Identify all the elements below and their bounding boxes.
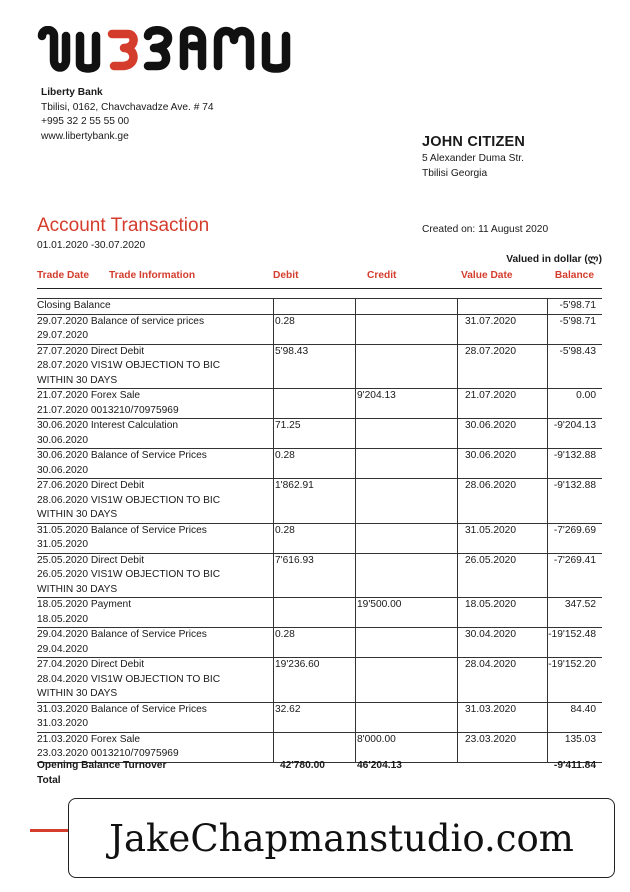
table-row	[37, 448, 602, 478]
balance-cell: -7'269.69	[553, 524, 596, 536]
trade-info-cell	[37, 419, 272, 448]
column-divider	[273, 389, 274, 418]
header-trade-date: Trade Date	[37, 270, 90, 281]
trade-info-line: 30.06.2020 Balance of Service Prices	[37, 450, 207, 461]
trade-info-line: 27.07.2020 Direct Debit	[37, 345, 145, 357]
table-row	[37, 627, 602, 657]
column-divider	[547, 299, 548, 314]
value-date-cell: 30.06.2020	[465, 420, 516, 431]
trade-info-line: 26.05.2020 VIS1W OBJECTION TO BIC	[37, 569, 221, 580]
footer-accent-line	[30, 829, 72, 832]
trade-info-cell	[37, 449, 272, 478]
debit-cell: 7'616.93	[275, 554, 314, 566]
column-divider	[457, 315, 458, 344]
currency-note: Valued in dollar (ლ)	[506, 254, 602, 265]
created-on: Created on: 11 August 2020	[422, 224, 549, 235]
balance-cell: -5'98.43	[559, 345, 596, 357]
bank-address: Tbilisi, 0162, Chavchavadze Ave. # 74	[41, 101, 214, 113]
value-date-cell: 23.03.2020	[465, 733, 516, 745]
trade-info-line: 31.05.2020 Balance of Service Prices	[37, 524, 207, 536]
trade-info-line: WITHIN 30 DAYS	[37, 583, 118, 595]
totals-label-total: Total	[37, 775, 61, 786]
trade-info-cell	[37, 299, 272, 314]
balance-cell: 135.03	[564, 733, 596, 745]
balance-cell: -7'269.41	[553, 554, 596, 566]
customer-details	[422, 132, 525, 181]
table-row	[37, 344, 602, 389]
column-divider	[547, 419, 548, 448]
column-divider	[273, 419, 274, 448]
balance-cell: -19'152.48	[548, 629, 596, 640]
column-divider	[273, 315, 274, 344]
column-divider	[355, 703, 356, 732]
column-divider	[547, 658, 548, 702]
column-divider	[457, 658, 458, 702]
column-divider	[547, 345, 548, 389]
credit-cell: 9'204.13	[357, 390, 396, 401]
table-row	[37, 523, 602, 553]
trade-info-line: 21.07.2020 0013210/70975969	[37, 404, 179, 416]
table-row	[37, 553, 602, 598]
column-divider	[355, 658, 356, 702]
balance-cell: -19'152.20	[548, 659, 596, 670]
debit-cell: 5'98.43	[275, 345, 309, 357]
trade-info-line: 29.04.2020	[37, 643, 88, 655]
totals-debit: 42'780.00	[280, 760, 325, 771]
table-row	[37, 388, 602, 418]
trade-info-line: 28.04.2020 VIS1W OBJECTION TO BIC	[37, 673, 221, 685]
trade-info-line: 23.03.2020 0013210/70975969	[37, 748, 179, 759]
balance-cell: -9'132.88	[553, 450, 596, 461]
trade-info-line: 29.07.2020 Balance of service prices	[37, 315, 205, 327]
column-divider	[355, 419, 356, 448]
column-divider	[457, 479, 458, 523]
table-row	[37, 418, 602, 448]
trade-info-line: 28.07.2020 VIS1W OBJECTION TO BIC	[37, 360, 221, 371]
balance-cell: 347.52	[564, 599, 596, 610]
value-date-cell: 28.07.2020	[465, 345, 516, 357]
column-divider	[457, 389, 458, 418]
debit-cell: 32.62	[275, 703, 301, 715]
balance-cell: -5'98.71	[559, 300, 596, 311]
bank-logo	[36, 18, 301, 74]
column-divider	[457, 345, 458, 389]
customer-name: JOHN CITIZEN	[422, 134, 526, 150]
debit-cell: 1'862.91	[275, 480, 314, 491]
column-divider	[457, 299, 458, 314]
column-divider	[355, 389, 356, 418]
column-divider	[547, 524, 548, 553]
debit-cell: 0.28	[275, 524, 295, 536]
header-credit: Credit	[367, 270, 397, 281]
header-debit: Debit	[273, 270, 299, 281]
column-divider	[355, 554, 356, 598]
table-row	[37, 597, 602, 627]
trade-info-cell	[37, 315, 272, 344]
value-date-cell: 31.07.2020	[465, 315, 516, 327]
column-divider	[355, 479, 356, 523]
table-row	[37, 298, 602, 314]
value-date-cell: 21.07.2020	[465, 390, 516, 401]
trade-info-line: 31.03.2020	[37, 718, 88, 729]
trade-info-line: WITHIN 30 DAYS	[37, 688, 118, 699]
trade-info-line: WITHIN 30 DAYS	[37, 509, 118, 520]
balance-cell: -5'98.71	[559, 315, 596, 327]
column-divider	[355, 524, 356, 553]
column-divider	[355, 299, 356, 314]
credit-cell: 8'000.00	[357, 733, 396, 745]
watermark-text: JakeChapmanstudio.com	[109, 816, 574, 860]
column-divider	[457, 524, 458, 553]
column-divider	[355, 628, 356, 657]
customer-address-line2: Tbilisi Georgia	[422, 167, 488, 179]
table-row	[37, 478, 602, 523]
trade-info-line: Closing Balance	[37, 300, 111, 311]
trade-info-cell	[37, 628, 272, 657]
trade-info-cell	[37, 554, 272, 598]
column-divider	[273, 524, 274, 553]
column-divider	[273, 479, 274, 523]
column-divider	[547, 598, 548, 627]
header-balance: Balance	[554, 270, 594, 281]
value-date-cell: 30.06.2020	[465, 450, 516, 461]
column-divider	[355, 449, 356, 478]
trade-info-line: 30.06.2020	[37, 464, 88, 476]
column-divider	[355, 345, 356, 389]
column-divider	[355, 598, 356, 627]
column-divider	[457, 628, 458, 657]
column-divider	[547, 479, 548, 523]
column-divider	[273, 449, 274, 478]
value-date-cell: 31.05.2020	[465, 524, 516, 536]
trade-info-line: 18.05.2020 Payment	[37, 599, 132, 610]
trade-info-cell	[37, 389, 272, 418]
column-divider	[547, 389, 548, 418]
column-divider	[273, 658, 274, 702]
trade-info-cell	[37, 703, 272, 732]
balance-cell: 0.00	[576, 390, 596, 401]
balance-cell: -9'204.13	[553, 420, 596, 431]
column-divider	[547, 554, 548, 598]
column-divider	[457, 703, 458, 732]
column-divider	[457, 419, 458, 448]
value-date-cell: 30.04.2020	[465, 629, 516, 640]
trade-info-line: 31.05.2020	[37, 539, 88, 550]
trade-info-line: 30.06.2020 Interest Calculation	[37, 420, 179, 431]
table-row	[37, 702, 602, 732]
bank-details	[41, 86, 214, 144]
debit-cell: 71.25	[275, 420, 301, 431]
column-divider	[457, 449, 458, 478]
column-divider	[457, 598, 458, 627]
value-date-cell: 28.06.2020	[465, 480, 516, 491]
value-date-cell: 26.05.2020	[465, 554, 516, 566]
column-divider	[457, 554, 458, 598]
trade-info-line: 29.07.2020	[37, 330, 88, 341]
trade-info-line: WITHIN 30 DAYS	[37, 374, 118, 386]
bank-name: Liberty Bank	[41, 87, 103, 98]
trade-info-line: 31.03.2020 Balance of Service Prices	[37, 703, 207, 715]
totals-row	[37, 758, 602, 788]
bank-website: www.libertybank.ge	[41, 130, 129, 142]
customer-address-line1: 5 Alexander Duma Str.	[422, 153, 524, 164]
trade-info-line: 29.04.2020 Balance of Service Prices	[37, 629, 207, 640]
column-divider	[273, 345, 274, 389]
table-header	[37, 269, 602, 287]
bank-phone: +995 32 2 55 55 00	[41, 116, 130, 127]
balance-cell: 84.40	[570, 703, 596, 715]
value-date-cell: 31.03.2020	[465, 703, 516, 715]
column-divider	[273, 703, 274, 732]
trade-info-line: 25.05.2020 Direct Debit	[37, 554, 145, 566]
debit-cell: 19'236.60	[275, 659, 320, 670]
column-divider	[273, 598, 274, 627]
header-divider	[37, 288, 602, 289]
column-divider	[273, 299, 274, 314]
watermark-box	[68, 798, 615, 878]
column-divider	[273, 554, 274, 598]
trade-info-line: 30.06.2020	[37, 434, 88, 446]
trade-info-cell	[37, 345, 272, 389]
transactions-table	[37, 298, 602, 763]
trade-info-line: 27.04.2020 Direct Debit	[37, 659, 145, 670]
column-divider	[273, 628, 274, 657]
balance-cell: -9'132.88	[553, 480, 596, 491]
header-value-date: Value Date	[461, 270, 513, 281]
table-row	[37, 657, 602, 702]
value-date-cell: 28.04.2020	[465, 659, 516, 670]
logo-wordmark-icon	[36, 26, 301, 74]
statement-period: 01.01.2020 -30.07.2020	[37, 240, 146, 251]
trade-info-cell	[37, 479, 272, 523]
trade-info-line: 21.03.2020 Forex Sale	[37, 733, 141, 745]
trade-info-line: 27.06.2020 Direct Debit	[37, 480, 145, 491]
debit-cell: 0.28	[275, 450, 295, 461]
trade-info-cell	[37, 658, 272, 702]
column-divider	[355, 315, 356, 344]
totals-credit: 46'204.13	[357, 760, 402, 771]
credit-cell: 19'500.00	[357, 599, 402, 610]
column-divider	[547, 628, 548, 657]
trade-info-line: 28.06.2020 VIS1W OBJECTION TO BIC	[37, 494, 221, 506]
totals-label: Opening Balance Turnover	[37, 760, 167, 771]
trade-info-line: 21.07.2020 Forex Sale	[37, 390, 141, 401]
trade-info-line: 18.05.2020	[37, 613, 88, 625]
column-divider	[547, 315, 548, 344]
debit-cell: 0.28	[275, 629, 295, 640]
header-trade-info: Trade Information	[109, 270, 196, 281]
table-row	[37, 314, 602, 344]
column-divider	[547, 703, 548, 732]
totals-balance: -9'411.84	[553, 760, 596, 771]
trade-info-cell	[37, 598, 272, 627]
column-divider	[547, 449, 548, 478]
debit-cell: 0.28	[275, 315, 295, 327]
statement-title: Account Transaction	[37, 215, 210, 236]
value-date-cell: 18.05.2020	[465, 599, 516, 610]
trade-info-cell	[37, 524, 272, 553]
